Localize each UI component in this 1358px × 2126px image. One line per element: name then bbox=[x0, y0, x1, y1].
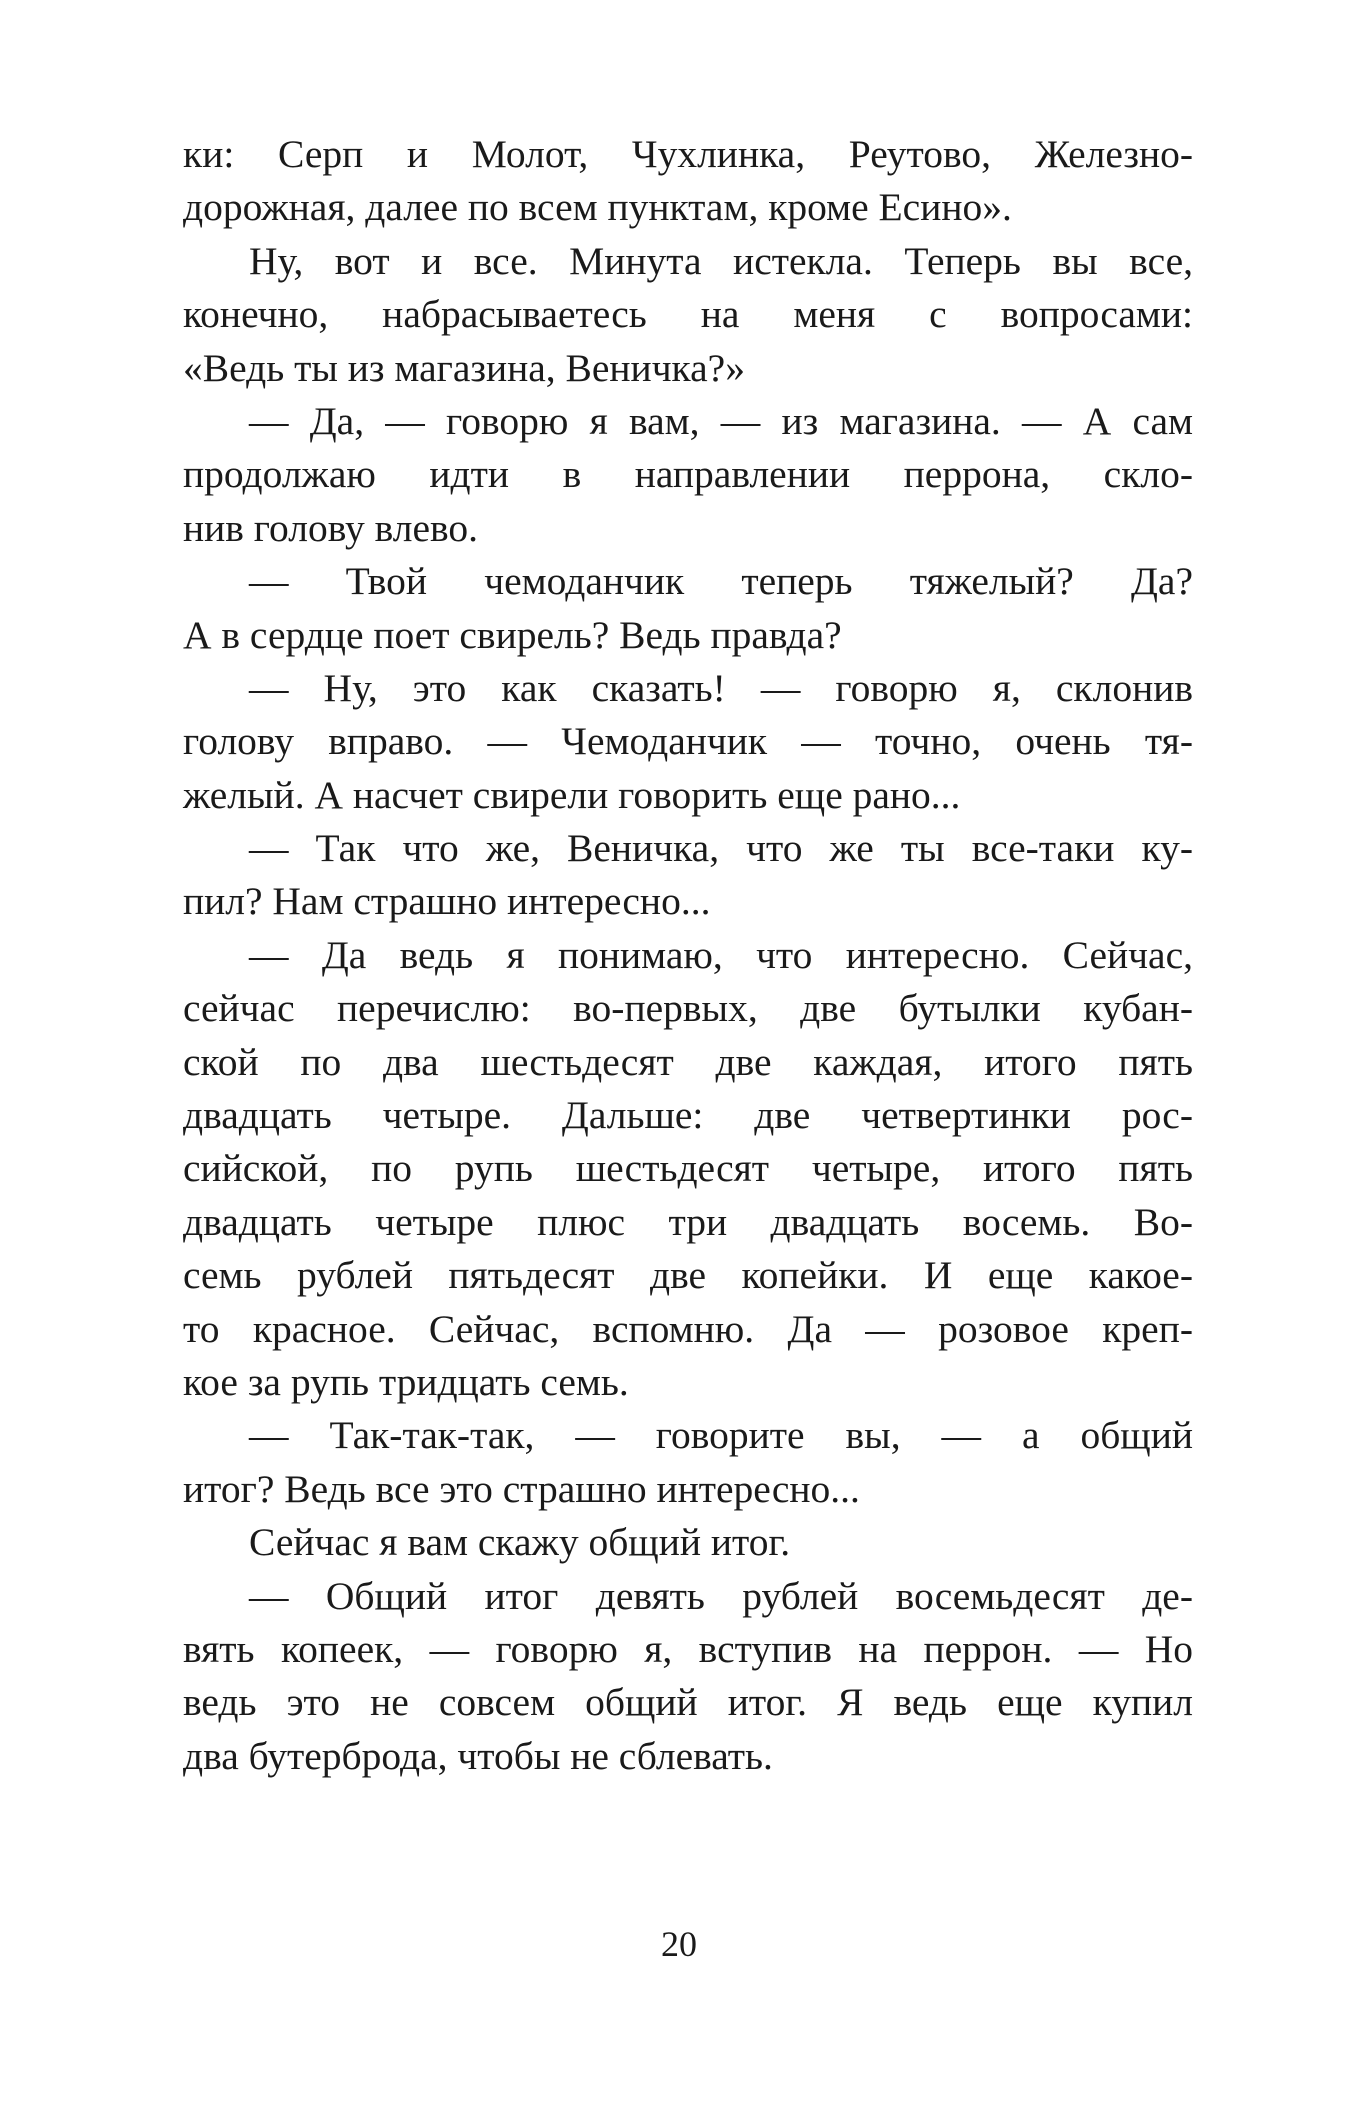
text-line: вять копеек, — говорю я, вступив на перрон. — Но bbox=[183, 1626, 1193, 1671]
text-line: «Ведь ты из магазина, Веничка?» bbox=[183, 345, 745, 390]
text-line: — Так-так-так, — говорите вы, — а общий bbox=[249, 1413, 1193, 1458]
text-line: кое за рупь тридцать семь. bbox=[183, 1359, 629, 1404]
text-line: Ну, вот и все. Минута истекла. Теперь вы все, bbox=[249, 238, 1193, 283]
text-line: дорожная, далее по всем пунктам, кроме Есино». bbox=[183, 185, 1012, 230]
text-line: ки: Серп и Молот, Чухлинка, Реутово, Железно- bbox=[183, 132, 1193, 176]
page-number: 20 bbox=[661, 1924, 697, 1964]
text-line: — Так что же, Веничка, что же ты все-таки ку- bbox=[249, 826, 1193, 871]
text-line: итог? Ведь все это страшно интересно... bbox=[183, 1466, 860, 1511]
text-line: голову вправо. — Чемоданчик — точно, очень тя- bbox=[183, 719, 1193, 764]
text-line: семь рублей пятьдесят две копейки. И еще какое- bbox=[183, 1253, 1193, 1298]
text-line: нив голову влево. bbox=[183, 505, 479, 550]
text-line: А в сердце поет свирель? Ведь правда? bbox=[183, 612, 842, 657]
text-line: конечно, набрасываетесь на меня с вопросами: bbox=[183, 292, 1193, 337]
text-line: — Ну, это как сказать! — говорю я, склонив bbox=[249, 665, 1193, 710]
text-line: Сейчас я вам скажу общий итог. bbox=[249, 1520, 791, 1565]
text-line: — Да ведь я понимаю, что интересно. Сейчас, bbox=[249, 932, 1193, 977]
text-line: сийской, по рупь шестьдесят четыре, итого пять bbox=[183, 1146, 1193, 1191]
text-line: — Да, — говорю я вам, — из магазина. — А сам bbox=[249, 398, 1193, 443]
text-line: двадцать четыре. Дальше: две четвертинки рос- bbox=[183, 1093, 1193, 1138]
text-line: — Общий итог девять рублей восемьдесят де- bbox=[249, 1573, 1193, 1618]
text-line: пил? Нам страшно интересно... bbox=[183, 879, 711, 924]
text-line: — Твой чемоданчик теперь тяжелый? Да? bbox=[249, 559, 1193, 604]
text-line: два бутерброда, чтобы не сблевать. bbox=[183, 1733, 773, 1778]
text-line: ской по два шестьдесят две каждая, итого пять bbox=[183, 1039, 1193, 1084]
text-line: ведь это не совсем общий итог. Я ведь еще купил bbox=[183, 1680, 1193, 1725]
text-line: двадцать четыре плюс три двадцать восемь. Во- bbox=[183, 1199, 1193, 1244]
text-line: то красное. Сейчас, вспомню. Да — розовое креп- bbox=[183, 1306, 1193, 1351]
text-line: сейчас перечислю: во-первых, две бутылки кубан- bbox=[183, 986, 1193, 1031]
text-line: желый. А насчет свирели говорить еще рано... bbox=[183, 772, 961, 817]
body-text bbox=[183, 128, 1193, 1783]
text-line: продолжаю идти в направлении перрона, скло- bbox=[183, 452, 1193, 497]
